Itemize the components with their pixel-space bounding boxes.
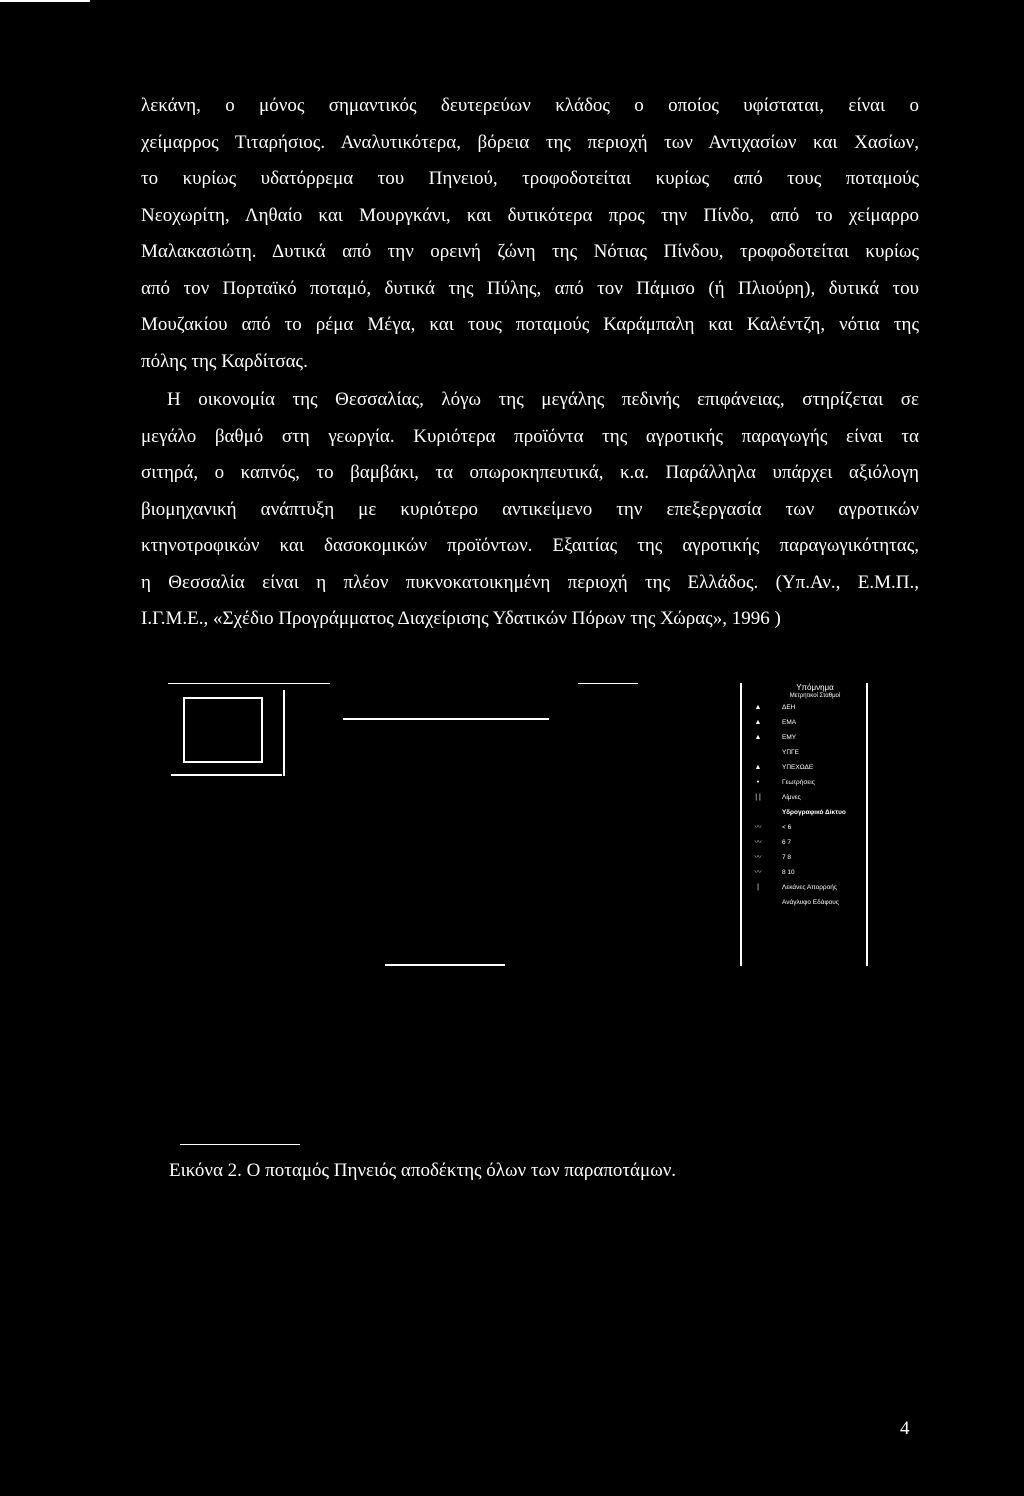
basin-icon: | — [757, 884, 759, 891]
legend-item: ▲ ΔΕΗ — [760, 700, 870, 715]
legend-item: • Γεωτρήσεις — [760, 775, 870, 790]
legend-item: 〰 8 10 — [760, 865, 870, 880]
legend-title: Υπόμνημα — [796, 683, 834, 692]
map-bottom-line — [385, 964, 505, 966]
triangle-icon: ▲ — [754, 704, 762, 711]
triangle-icon: ▲ — [754, 734, 762, 741]
caption-rule — [180, 1144, 300, 1145]
text-line: Η οικονομία της Θεσσαλίας, λόγω της μεγάλης πεδινής επιφάνειας, στηρίζεται σε — [167, 389, 919, 410]
legend-item: 〰 < 6 — [760, 820, 870, 835]
inset-right-edge — [283, 690, 285, 776]
paragraph-2 — [141, 382, 919, 638]
triangle-icon: ▲ — [754, 719, 762, 726]
legend-item: ▲ ΥΠΕΧΩΔΕ — [760, 760, 870, 775]
legend-item: ▲ ΕΜΥ — [760, 730, 870, 745]
figure-caption: Εικόνα 2. Ο ποταμός Πηνειός αποδέκτης όλων των παραποτάμων. — [169, 1160, 677, 1181]
text-line: μεγάλο βαθμό στη γεωργία. Κυριότερα προϊόντα της αγροτικής παραγωγής είναι τα — [141, 425, 919, 447]
text-line: λεκάνη, ο μόνος σημαντικός δευτερεύων κλάδος ο οποίος υφίσταται, είναι ο — [141, 95, 919, 116]
text-line: Μαλακασιώτη. Δυτικά από την ορεινή ζώνη της Νότιας Πίνδου, τροφοδοτείται κυρίως — [141, 241, 919, 262]
legend-item: 〰 7 8 — [760, 850, 870, 865]
map-frame-line — [168, 683, 330, 684]
legend-item: 〰 6 7 — [760, 835, 870, 850]
lake-icon: | | — [755, 794, 761, 801]
inset-underline — [171, 774, 282, 776]
map-line — [343, 718, 549, 720]
text-line: πόλης της Καρδίτσας. — [141, 350, 308, 372]
text-line: χείμαρρος Τιταρήσιος. Αναλυτικότερα, βόρεια της περιοχή των Αντιχασίων και Χασίων, — [141, 131, 919, 153]
river-icon: 〰 — [754, 839, 762, 846]
text-line: το κυρίως υδατόρρεμα του Πηνειού, τροφοδοτείται κυρίως από τους ποταμούς — [141, 168, 919, 189]
river-icon: 〰 — [754, 854, 762, 861]
legend-item: | Λεκάνες Απορροής — [760, 880, 870, 895]
legend-left-edge — [740, 683, 742, 966]
text-line: βιομηχανική ανάπτυξη με κυριότερο αντικείμενο την επεξεργασία των αγροτικών — [141, 498, 919, 520]
legend-item: Ανάγλυφο Εδάφους — [782, 899, 839, 906]
text-line: σιτηρά, ο καπνός, το βαμβάκι, τα οπωροκηπευτικά, κ.α. Παράλληλα υπάρχει αξιόλογη — [141, 462, 919, 483]
text-line: Ι.Γ.Μ.Ε., «Σχέδιο Προγράμματος Διαχείρισης Υδατικών Πόρων της Χώρας», 1996 ) — [141, 608, 781, 629]
river-icon: 〰 — [754, 824, 762, 831]
paragraph-1 — [141, 88, 919, 380]
text-line: κτηνοτροφικών και δασοκομικών προϊόντων. Εξαιτίας της αγροτικής παραγωγικότητας, — [141, 535, 919, 556]
map-legend — [754, 683, 870, 910]
legend-subtitle: Μετρητικοί Σταθμοί — [789, 693, 841, 699]
legend-item: ΥΠΓΕ — [782, 749, 799, 756]
text-line: Νεοχωρίτη, Ληθαίο και Μουργκάνι, και δυτικότερα προς την Πίνδο, από το χείμαρρο — [141, 204, 919, 226]
legend-item: | | Λίμνες — [760, 790, 870, 805]
top-edge-rule — [0, 0, 90, 2]
legend-item: Υδρογραφικό Δίκτυο — [782, 809, 846, 816]
river-icon: 〰 — [754, 869, 762, 876]
map-frame-line — [578, 683, 638, 684]
text-line: η Θεσσαλία είναι η πλέον πυκνοκατοικημένη περιοχή της Ελλάδος. (Υπ.Αν., Ε.Μ.Π., — [141, 571, 919, 593]
inset-map-box — [183, 697, 263, 763]
text-line: Μουζακίου από το ρέμα Μέγα, και τους ποταμούς Καράμπαλη και Καλέντζη, νότια της — [141, 314, 919, 335]
page-number: 4 — [900, 1418, 910, 1439]
triangle-icon: ▲ — [754, 764, 762, 771]
text-line: από τον Πορταϊκό ποταμό, δυτικά της Πύλης, από τον Πάμισο (ή Πλιούρη), δυτικά του — [141, 277, 919, 299]
dot-icon: • — [756, 779, 760, 786]
legend-item: ▲ ΕΜΑ — [760, 715, 870, 730]
